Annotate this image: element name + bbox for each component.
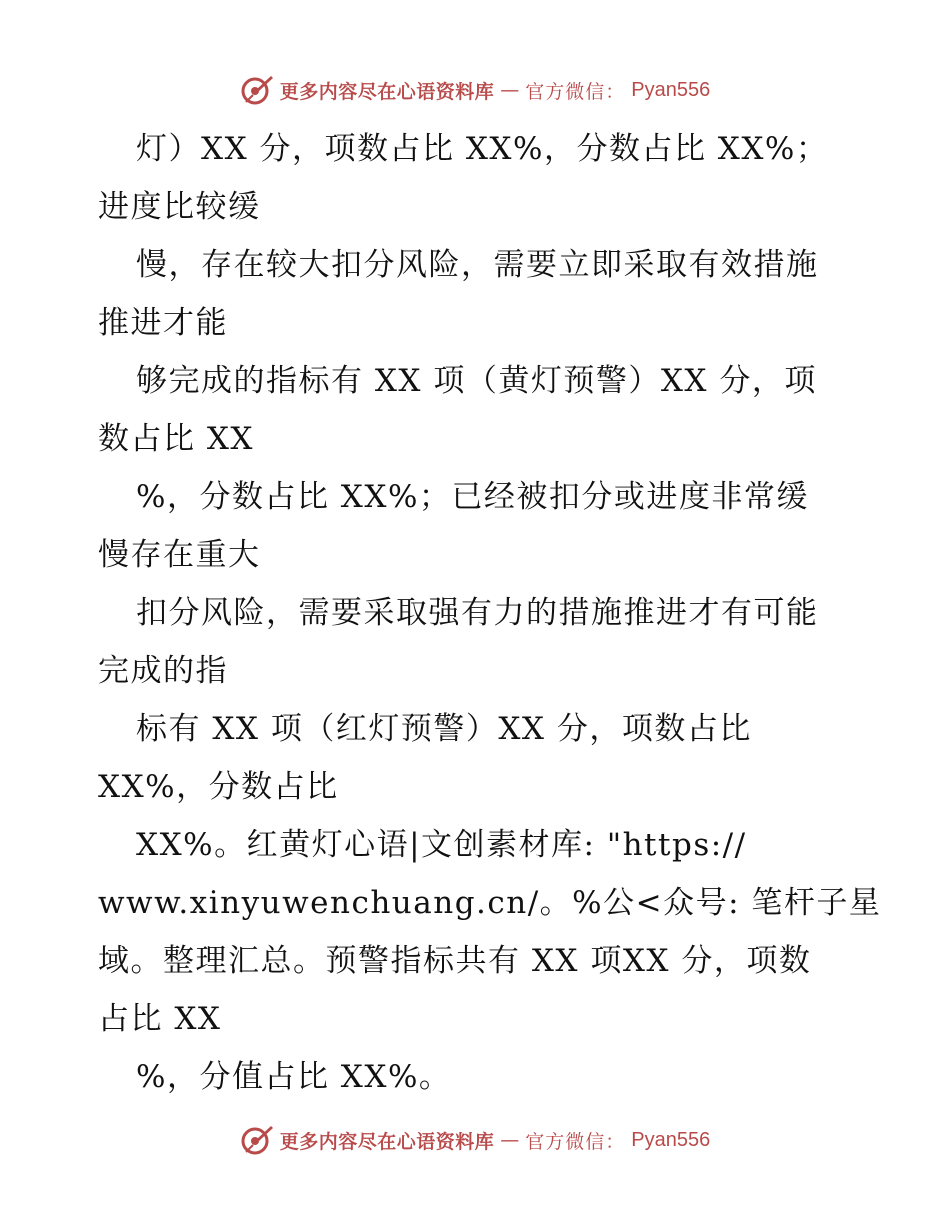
text-line: 慢存在重大 — [98, 537, 261, 573]
text-line: 标有 XX 项（红灯预警）XX 分，项数占比 — [136, 711, 752, 747]
text-line: 灯）XX 分，项数占比 XX%，分数占比 XX%； — [136, 131, 829, 167]
footer-official-label: 官方微信： — [525, 1130, 626, 1153]
text-line: 够完成的指标有 XX 项（黄灯预警）XX 分，项 — [136, 363, 817, 399]
text-line: XX%。红黄灯心语|文创素材库: "https:// — [136, 827, 747, 863]
header-dash: — — [500, 79, 520, 101]
header-brand-text: 更多内容尽在心语资料库 — [279, 80, 495, 103]
text-line: 完成的指 — [98, 653, 228, 689]
footer-wechat-id: Pyan556 — [631, 1128, 711, 1151]
text-line: %，分数占比 XX%；已经被扣分或进度非常缓 — [136, 479, 809, 515]
text-line: www.xinyuwenchuang.cn/。%公<众号: 笔杆子星 — [98, 885, 882, 921]
header-wechat-id: Pyan556 — [631, 78, 711, 101]
pen-logo-icon — [240, 1123, 274, 1157]
text-line: 域。整理汇总。预警指标共有 XX 项XX 分，项数 — [98, 943, 812, 979]
text-line: XX%，分数占比 — [98, 769, 339, 805]
text-line: 数占比 XX — [98, 421, 254, 457]
text-line: 扣分风险，需要采取强有力的措施推进才有可能 — [136, 595, 819, 631]
text-line: 占比 XX — [98, 1001, 222, 1037]
footer-dash: — — [500, 1129, 520, 1151]
footer-brand-text: 更多内容尽在心语资料库 — [279, 1130, 495, 1153]
text-line: 进度比较缓 — [98, 189, 261, 225]
header-banner — [0, 70, 950, 110]
document-body — [98, 120, 882, 1106]
text-line: 慢，存在较大扣分风险，需要立即采取有效措施 — [136, 247, 819, 283]
header-official-label: 官方微信： — [525, 80, 626, 103]
pen-logo-icon — [240, 73, 274, 107]
text-line: %，分值占比 XX%。 — [136, 1059, 452, 1095]
footer-banner — [0, 1120, 950, 1160]
text-line: 推进才能 — [98, 305, 228, 341]
